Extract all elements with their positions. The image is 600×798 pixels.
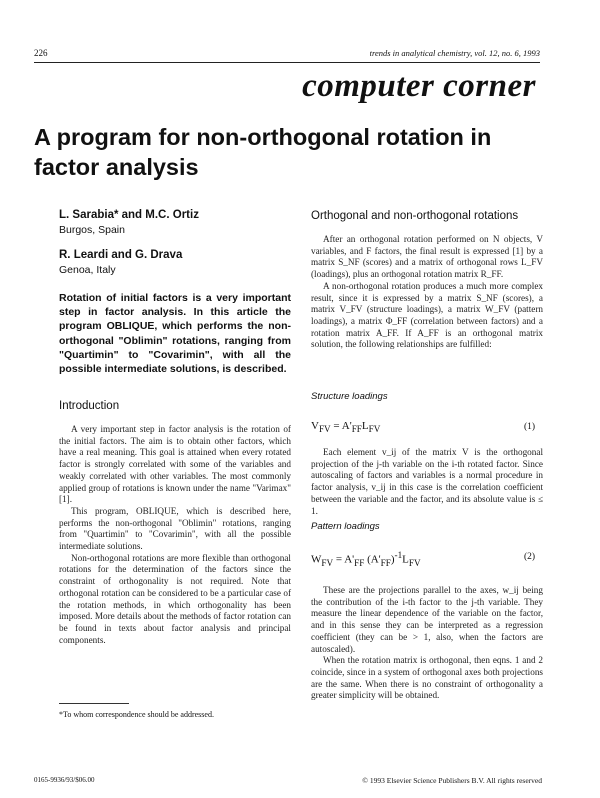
introduction-heading: Introduction xyxy=(59,400,120,412)
affiliation-2: Genoa, Italy xyxy=(59,264,116,276)
intro-paragraph: This program, OBLIQUE, which is described here, performs the non-orthogonal "Oblimin" rotations, ranging from "Quartimin" to "Covarimin", with all the possible intermediate solutions. xyxy=(59,505,291,552)
pattern-paragraph: When the rotation matrix is orthogonal, then eqns. 1 and 2 coincide, since in a system of orthogonal axes both projections are the same. When there is no constraint of orthogonality a greater simplicity will be obtained. xyxy=(311,655,543,701)
authors-2: R. Leardi and G. Drava xyxy=(59,249,183,261)
intro-paragraph: Non-orthogonal rotations are more flexible than orthogonal rotations for the determination of the factors since the constraint of orthogonality is not required. Note that orthogonal rotation can be considered to be a particular case of the rotation methods, in which orthogonality has been imposed. More details about the methods of factor rotation can be found in texts about factor analysis and principal components. xyxy=(59,552,291,645)
issn-code: 0165-9936/93/$06.00 xyxy=(34,776,95,784)
article-title: A program for non-orthogonal rotation in factor analysis xyxy=(34,124,492,180)
pattern-loadings-text xyxy=(311,585,543,702)
structure-loadings-subheading: Structure loadings xyxy=(311,391,388,402)
header-rule xyxy=(34,62,540,63)
affiliation-1: Burgos, Spain xyxy=(59,224,125,236)
journal-citation: trends in analytical chemistry, vol. 12, no. 6, 1993 xyxy=(369,48,540,58)
orthogonal-paragraph: A non-orthogonal rotation produces a much more complex result, since it is expressed by a matrix S_NF (scores), a matrix V_FV (structure loadings), a matrix W_FV (pattern loadings), a matrix Φ_FF (correlation between factors) and a rotation matrix A_FF. If A_FF is an orthogonal matrix solution, the following relationships are fulfilled: xyxy=(311,280,543,350)
pattern-paragraph: These are the projections parallel to the axes, w_ij being the contribution of the i-th factor to the j-th variable. They measure the linear dependence of the variable on the factor, and in this sense they can be interpreted as a regression coefficient (they can be > 1, also, when the factors are autoscaled). xyxy=(311,585,543,654)
orthogonal-body xyxy=(311,234,543,351)
orthogonal-paragraph: After an orthogonal rotation performed on N objects, V variables, and F factors, the final result is expressed [1] by a matrix S_NF (scores) and a matrix of orthogonal rows L_FV (loadings), plus an orthogonal rotation matrix R_FF. xyxy=(311,234,543,280)
orthogonal-heading: Orthogonal and non-orthogonal rotations xyxy=(311,210,519,222)
abstract: Rotation of initial factors is a very important step in factor analysis. In this article the program OBLIQUE, which performs the non-orthogonal "Oblimin" rotations, ranging from "Quartimin" to "Covarimin", with all the possible intermediate solutions, is described. xyxy=(59,292,291,376)
footnote-rule xyxy=(59,703,129,704)
copyright: © 1993 Elsevier Science Publishers B.V. All rights reserved xyxy=(362,776,542,785)
authors-1: L. Sarabia* and M.C. Ortiz xyxy=(59,209,199,221)
structure-loadings-text xyxy=(311,447,543,517)
equation-2: $W_{FV} = A'_{FF}$ $(A'_{FF})^{-1}L_{FV}$ xyxy=(311,550,421,568)
page-number: 226 xyxy=(34,48,48,58)
equation-2-number: (2) xyxy=(524,552,536,562)
equation-1-number: (1) xyxy=(524,422,536,432)
footnote: *To whom correspondence should be addressed. xyxy=(59,710,214,719)
pattern-loadings-subheading: Pattern loadings xyxy=(311,521,380,532)
equation-1: $V_{FV} = A'_{FF}L_{FV}$ xyxy=(311,420,381,435)
introduction-body xyxy=(59,424,291,646)
intro-paragraph: A very important step in factor analysis is the rotation of the initial factors. The aim is to obtain other factors, which have a real meaning. This goal is attained when every rotated factor is strongly correlated with some of the variables and weakly correlated with other variables. The most commonly applied group of rotations is known under the name "Varimax" [1]. xyxy=(59,424,291,505)
section-banner: computer corner xyxy=(302,68,536,104)
structure-paragraph: Each element v_ij of the matrix V is the orthogonal projection of the j-th variable on the i-th rotated factor. Since autoscaling of factors and variables is a normal procedure in factor analysis, v_ij in this case is the correlation coefficient between the variable and the factor, and its absolute value is ≤ 1. xyxy=(311,447,543,516)
